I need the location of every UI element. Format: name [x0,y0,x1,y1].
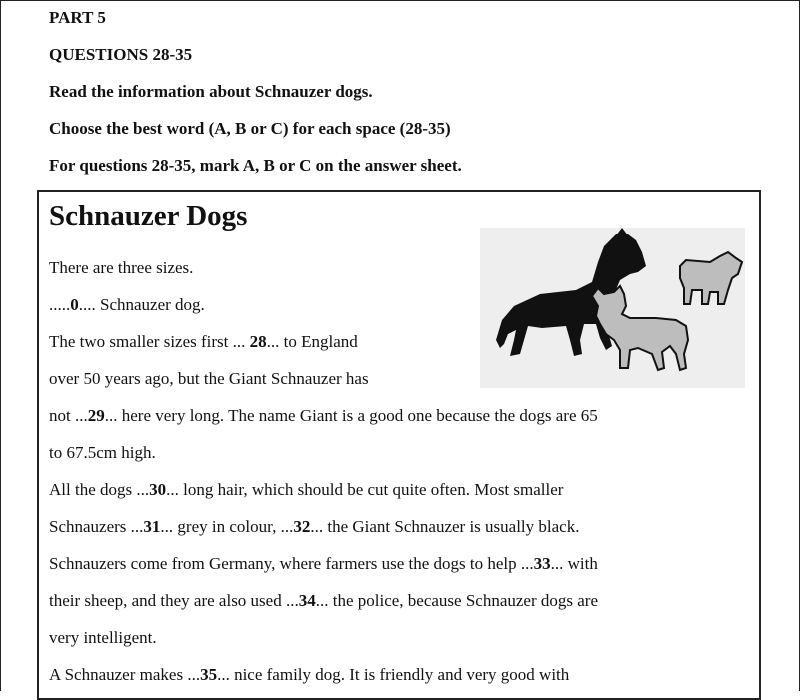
mark-instruction: For questions 28-35, mark A, B or C on the answer sheet. [49,156,462,175]
blank-number: 35 [200,665,218,684]
passage-line-4: over 50 years ago, but the Giant Schnauzer has [49,369,369,388]
passage-line-1: There are three sizes. [49,258,194,277]
schnauzer-dogs-illustration [480,228,745,388]
blank-number: 29 [87,406,105,425]
part-heading: PART 5 [49,8,106,27]
passage-line-2: .....0.... Schnauzer dog. [49,295,205,314]
passage-line-7: All the dogs ...30... long hair, which should be cut quite often. Most smaller [49,480,564,499]
passage-line-11: very intelligent. [49,628,157,647]
blank-number: 33 [533,554,551,573]
blank-number: 32 [293,517,311,536]
dogs-drawing [480,228,745,388]
blank-number: 0 [70,295,79,314]
passage-title: Schnauzer Dogs [49,200,248,232]
read-instruction: Read the information about Schnauzer dogs. [49,82,373,101]
blank-number: 30 [149,480,167,499]
passage-line-3: The two smaller sizes first ... 28... to England [49,332,358,351]
passage-line-5: not ...29... here very long. The name Giant is a good one because the dogs are 65 [49,406,598,425]
questions-heading: QUESTIONS 28-35 [49,45,193,64]
blank-number: 34 [298,591,316,610]
blank-number: 28 [249,332,267,351]
passage-line-8: Schnauzers ...31... grey in colour, ...32... the Giant Schnauzer is usually black. [49,517,580,536]
choose-instruction: Choose the best word (A, B or C) for each space (28-35) [49,119,451,138]
passage-box [37,190,761,700]
grey-dog-front [592,286,688,370]
passage-line-10: their sheep, and they are also used ...34... the police, because Schnauzer dogs are [49,591,599,610]
passage-line-12: A Schnauzer makes ...35... nice family dog. It is friendly and very good with [49,665,570,684]
instructions [49,6,462,191]
blank-number: 31 [143,517,161,536]
grey-dog-back [680,252,742,304]
passage-line-6: to 67.5cm high. [49,443,156,462]
passage-line-9: Schnauzers come from Germany, where farmers use the dogs to help ...33... with [49,554,598,573]
